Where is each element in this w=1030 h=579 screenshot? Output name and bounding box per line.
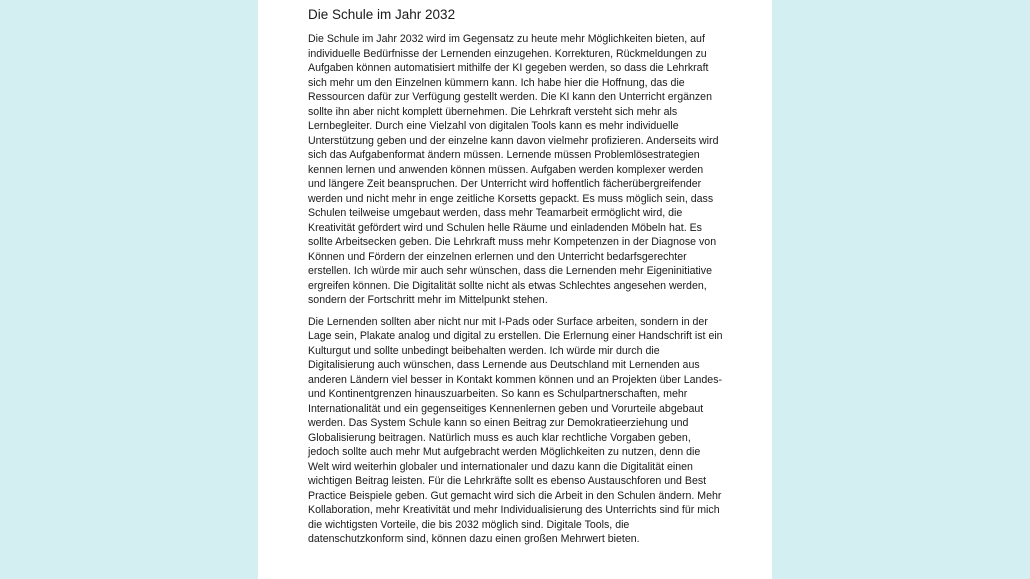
paragraph-1: Die Schule im Jahr 2032 wird im Gegensatz zu heute mehr Möglichkeiten bieten, auf individuelle Bedürfnisse der Lernenden einzugehen. Korrekturen, Rückmeldungen zu Aufgaben können automatisiert mithilfe der KI gegeben werden, so dass die Lehrkraft sich mehr um den Einzelnen kümmern kann. Ich habe hier die Hoffnung, das die Ressourcen dafür zur Verfügung gestellt werden. Die KI kann den Unterricht ergänzen sollte ihn aber nicht komplett übernehmen. Die Lehrkraft versteht sich mehr als Lernbegleiter. Durch eine Vielzahl von digitalen Tools kann es mehr individuelle Unterstützung geben und der einzelne kann davon vielmehr profizieren. Anderseits wird sich das Aufgabenformat ändern müssen. Lernende müssen Problemlösestrategien kennen lernen und anwenden können müssen. Aufgaben werden komplexer werden und längere Zeit beanspruchen. Der Unterricht wird hoffentlich fächerübergreifender werden und nicht mehr in enge zeitliche Korsetts gepackt. Es muss möglich sein, dass Schulen teilweise umgebaut werden, dass mehr Teamarbeit ermöglicht wird, die Kreativität gefördert wird und Schulen helle Räume und einladenden Möbeln hat. Es sollte Arbeitsecken geben. Die Lehrkraft muss mehr Kompetenzen in der Diagnose von Können und Fördern der einzelnen erlernen und den Unterricht bedarfsgerechter erstellen. Ich würde mir auch sehr wünschen, dass die Lernenden mehr Eigeninitiative ergreifen können. Die Digitalität sollte nicht als etwas Schlechtes angesehen werden, sondern der Fortschritt mehr im Mittelpunkt stehen. [308,33,719,306]
document-title: Die Schule im Jahr 2032 [308,7,456,22]
paragraph-2: Die Lernenden sollten aber nicht nur mit I-Pads oder Surface arbeiten, sondern in der Lage sein, Plakate analog und digital zu erstellen. Die Erlernung einer Handschrift ist ein Kulturgut und sollte unbedingt beibehalten werden. Ich würde mir durch die Digitalisierung auch wünschen, dass Lernende aus Deutschland mit Lernenden aus anderen Ländern viel besser in Kontakt kommen können und an Projekten über Landes- und Kontinentgrenzen hinauszuarbeiten. So kann es Schulpartnerschaften, mehr Internationalität und ein gegenseitiges Kennenlernen geben und Vorurteile abgebaut werden. Das System Schule kann so einen Beitrag zur Demokratieerziehung und Globalisierung beitragen. Natürlich muss es auch klar rechtliche Vorgaben geben, jedoch sollte auch mehr Mut aufgebracht werden Möglichkeiten zu nutzen, denn die Welt wird weiterhin globaler und internationaler und dazu kann die Digitalität einen wichtigen Beitrag leisten. Für die Lehrkräfte sollt es ebenso Austauschforen und Best Practice Beispiele geben. Gut gemacht wird sich die Arbeit in den Schulen ändern. Mehr Kollaboration, mehr Kreativität und mehr Individualisierung des Unterrichts sind für mich die wichtigsten Vorteile, die bis 2032 möglich sind. Digitale Tools, die datenschutzkonform sind, können dazu einen großen Mehrwert bieten. [308,315,723,545]
document-content [308,6,723,554]
document-page [258,0,772,579]
